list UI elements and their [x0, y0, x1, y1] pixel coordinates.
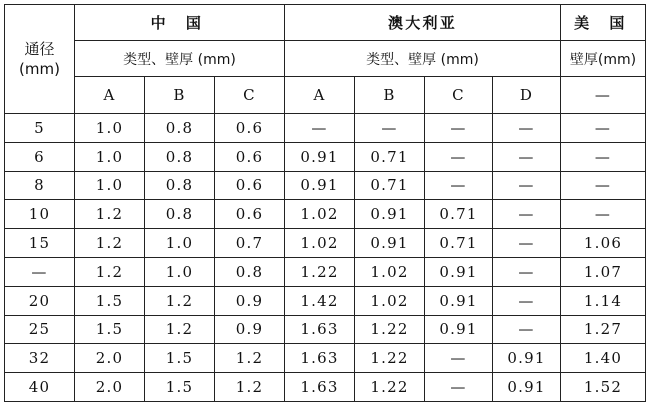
thickness-cell: 1.63	[285, 344, 355, 373]
diameter-cell: 20	[5, 286, 75, 315]
thickness-cell: —	[493, 142, 561, 171]
thickness-cell: 1.14	[561, 286, 646, 315]
thickness-cell: 0.91	[285, 171, 355, 200]
thickness-cell: —	[355, 114, 425, 143]
thickness-cell: 2.0	[75, 373, 145, 402]
type-header-cell: D	[493, 77, 561, 114]
diameter-label: 通径	[24, 39, 55, 58]
australia-subheader: 类型、壁厚 (mm)	[285, 41, 561, 77]
thickness-cell: 0.7	[215, 229, 285, 258]
table-body	[5, 114, 646, 402]
diameter-cell: 8	[5, 171, 75, 200]
thickness-cell: —	[493, 286, 561, 315]
thickness-cell: 0.71	[425, 200, 493, 229]
thickness-cell: 0.8	[145, 171, 215, 200]
diameter-cell: 25	[5, 315, 75, 344]
diameter-cell: 6	[5, 142, 75, 171]
header-row-subtitles	[5, 41, 646, 77]
thickness-cell: 1.2	[145, 286, 215, 315]
table-row	[5, 315, 646, 344]
thickness-cell: 0.91	[285, 142, 355, 171]
thickness-cell: 1.02	[355, 286, 425, 315]
thickness-cell: —	[425, 114, 493, 143]
type-header-cell: C	[425, 77, 493, 114]
thickness-cell: 0.6	[215, 142, 285, 171]
thickness-cell: —	[493, 171, 561, 200]
thickness-cell: 0.91	[425, 257, 493, 286]
thickness-cell: —	[493, 200, 561, 229]
thickness-cell: 1.0	[75, 114, 145, 143]
thickness-cell: 0.71	[355, 171, 425, 200]
thickness-cell: —	[561, 142, 646, 171]
thickness-cell: 0.9	[215, 315, 285, 344]
thickness-cell: 1.0	[75, 171, 145, 200]
pipe-wall-thickness-table	[4, 4, 646, 402]
diameter-cell: 32	[5, 344, 75, 373]
thickness-cell: 0.8	[145, 142, 215, 171]
thickness-cell: 1.2	[145, 315, 215, 344]
type-header-cell: A	[285, 77, 355, 114]
type-header-cell: A	[75, 77, 145, 114]
thickness-cell: 1.2	[215, 373, 285, 402]
thickness-cell: —	[425, 344, 493, 373]
diameter-unit: (mm)	[19, 60, 60, 78]
thickness-cell: 0.9	[215, 286, 285, 315]
thickness-cell: 1.2	[215, 344, 285, 373]
thickness-cell: 1.22	[355, 344, 425, 373]
thickness-cell: 1.27	[561, 315, 646, 344]
table-row	[5, 344, 646, 373]
thickness-cell: —	[493, 315, 561, 344]
thickness-cell: 1.22	[355, 373, 425, 402]
thickness-cell: 1.02	[285, 229, 355, 258]
thickness-cell: 1.06	[561, 229, 646, 258]
thickness-cell: 1.2	[75, 257, 145, 286]
thickness-cell: 0.6	[215, 200, 285, 229]
thickness-cell: 1.63	[285, 373, 355, 402]
thickness-cell: —	[285, 114, 355, 143]
thickness-cell: 0.91	[355, 229, 425, 258]
thickness-cell: 1.0	[75, 142, 145, 171]
header-row-countries	[5, 5, 646, 41]
type-header-cell: B	[355, 77, 425, 114]
diameter-cell: 40	[5, 373, 75, 402]
china-header: 中 国	[75, 5, 285, 41]
thickness-cell: 2.0	[75, 344, 145, 373]
thickness-cell: —	[561, 114, 646, 143]
thickness-cell: 1.5	[145, 344, 215, 373]
thickness-cell: 0.8	[145, 114, 215, 143]
thickness-cell: 0.6	[215, 171, 285, 200]
thickness-cell: —	[425, 373, 493, 402]
thickness-cell: 0.71	[425, 229, 493, 258]
type-header-cell: C	[215, 77, 285, 114]
thickness-cell: 1.63	[285, 315, 355, 344]
thickness-cell: 1.07	[561, 257, 646, 286]
type-header-cell: B	[145, 77, 215, 114]
diameter-cell: 5	[5, 114, 75, 143]
thickness-cell: 1.40	[561, 344, 646, 373]
table-row	[5, 171, 646, 200]
thickness-cell: —	[493, 229, 561, 258]
type-header-cell: —	[561, 77, 646, 114]
table-row	[5, 200, 646, 229]
thickness-cell: —	[493, 257, 561, 286]
thickness-cell: 0.8	[215, 257, 285, 286]
thickness-cell: —	[561, 171, 646, 200]
table-row	[5, 229, 646, 258]
thickness-cell: 1.2	[75, 200, 145, 229]
thickness-cell: 0.91	[425, 315, 493, 344]
thickness-cell: 1.02	[355, 257, 425, 286]
thickness-cell: 0.91	[355, 200, 425, 229]
thickness-cell: 1.22	[285, 257, 355, 286]
diameter-header	[5, 5, 75, 114]
thickness-cell: —	[425, 171, 493, 200]
table-row	[5, 373, 646, 402]
table-row	[5, 286, 646, 315]
thickness-cell: —	[425, 142, 493, 171]
thickness-cell: 0.6	[215, 114, 285, 143]
china-subheader: 类型、壁厚 (mm)	[75, 41, 285, 77]
diameter-cell: 15	[5, 229, 75, 258]
usa-subheader: 壁厚(mm)	[561, 41, 646, 77]
thickness-cell: 1.5	[75, 286, 145, 315]
thickness-cell: 1.5	[75, 315, 145, 344]
thickness-cell: 0.91	[425, 286, 493, 315]
thickness-cell: 0.8	[145, 200, 215, 229]
thickness-cell: 1.0	[145, 229, 215, 258]
thickness-cell: 1.02	[285, 200, 355, 229]
thickness-cell: 0.91	[493, 344, 561, 373]
thickness-cell: —	[493, 114, 561, 143]
australia-header: 澳大利亚	[285, 5, 561, 41]
thickness-cell: 1.2	[75, 229, 145, 258]
table-row	[5, 114, 646, 143]
thickness-cell: 1.0	[145, 257, 215, 286]
diameter-cell: —	[5, 257, 75, 286]
thickness-cell: 1.52	[561, 373, 646, 402]
thickness-cell: 1.5	[145, 373, 215, 402]
header-row-types	[5, 77, 646, 114]
thickness-cell: 1.22	[355, 315, 425, 344]
table-row	[5, 257, 646, 286]
table-row	[5, 142, 646, 171]
usa-header: 美 国	[561, 5, 646, 41]
thickness-cell: 1.42	[285, 286, 355, 315]
thickness-cell: 0.91	[493, 373, 561, 402]
diameter-cell: 10	[5, 200, 75, 229]
thickness-cell: —	[561, 200, 646, 229]
thickness-cell: 0.71	[355, 142, 425, 171]
